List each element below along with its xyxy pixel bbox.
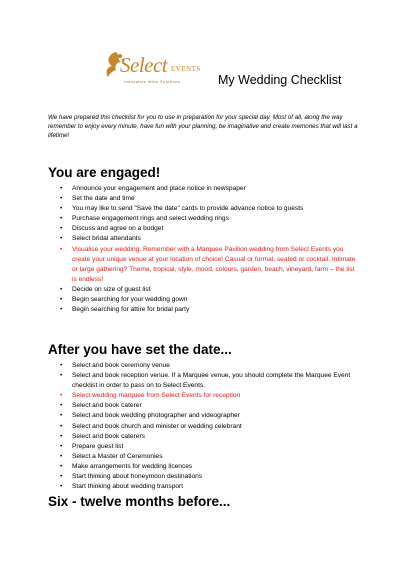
- list-item: • Start thinking about honeymoon destinations: [60, 472, 360, 482]
- list-item: • Decide on size of guest list: [60, 285, 360, 295]
- checklist-engaged: [60, 184, 360, 315]
- section-heading-after-date: After you have set the date...: [48, 342, 232, 357]
- logo-events-text: EVENTS: [171, 65, 201, 73]
- list-item: • Select and book reception venue. If a Marquee venue, you should complete the Marquee Event checklist in order to pass on to Select Events.: [60, 371, 360, 391]
- list-item: • You may like to send "Save the date" cards to provide advance notice to guests: [60, 204, 360, 214]
- logo-wordmark: Select: [120, 53, 168, 77]
- list-item-highlight: • Select wedding marquee from Select Events for reception: [60, 391, 360, 401]
- list-item: • Select and book caterer: [60, 401, 360, 411]
- list-item: • Prepare guest list: [60, 442, 360, 452]
- list-item: • Make arrangements for wedding licences: [60, 462, 360, 472]
- section-heading-six-twelve-months: Six - twelve months before...: [48, 494, 231, 509]
- list-item: • Select and book ceremony venue: [60, 361, 360, 371]
- list-item: • Begin searching for your wedding gown: [60, 295, 360, 305]
- checklist-after-date: [60, 361, 360, 492]
- list-item: • Select bridal attendants: [60, 234, 360, 244]
- list-item: • Begin searching for attire for bridal party: [60, 305, 360, 315]
- list-item: • Select and book caterers: [60, 432, 360, 442]
- intro-paragraph: We have prepared this checklist for you to use in preparation for your special day. Most of all, along the way remember to enjoy every minute, have fun with your planning, be imaginative and create memories that will last a lifetime!: [48, 114, 358, 139]
- list-item: • Set the date and time: [60, 194, 360, 204]
- list-item: • Start thinking about wedding transport: [60, 482, 360, 492]
- list-item: • Purchase engagement rings and select wedding rings: [60, 214, 360, 224]
- document-title: My Wedding Checklist: [218, 73, 342, 87]
- list-item: • Select a Master of Ceremonies: [60, 452, 360, 462]
- list-item: • Select and book wedding photographer and videographer: [60, 411, 360, 421]
- list-item-highlight: • Visualise your wedding. Remember with a Marquee Pavilion wedding from Select Events you create your unique venue at your location of choice! Casual or formal, seated or cocktail. Intimate or large gathering? Theme, tropical, style, mood, colours, garden, beach, vineyard, farm – the list is endless!: [60, 245, 360, 285]
- list-item: • Announce your engagement and place notice in newspaper: [60, 184, 360, 194]
- section-heading-engaged: You are engaged!: [48, 165, 161, 180]
- list-item: • Select and book church and minister or wedding celebrant: [60, 422, 360, 432]
- select-events-logo: [104, 50, 216, 90]
- list-item: • Discuss and agree on a budget: [60, 224, 360, 234]
- logo-tagline: Innovative Wine Solutions: [124, 80, 181, 84]
